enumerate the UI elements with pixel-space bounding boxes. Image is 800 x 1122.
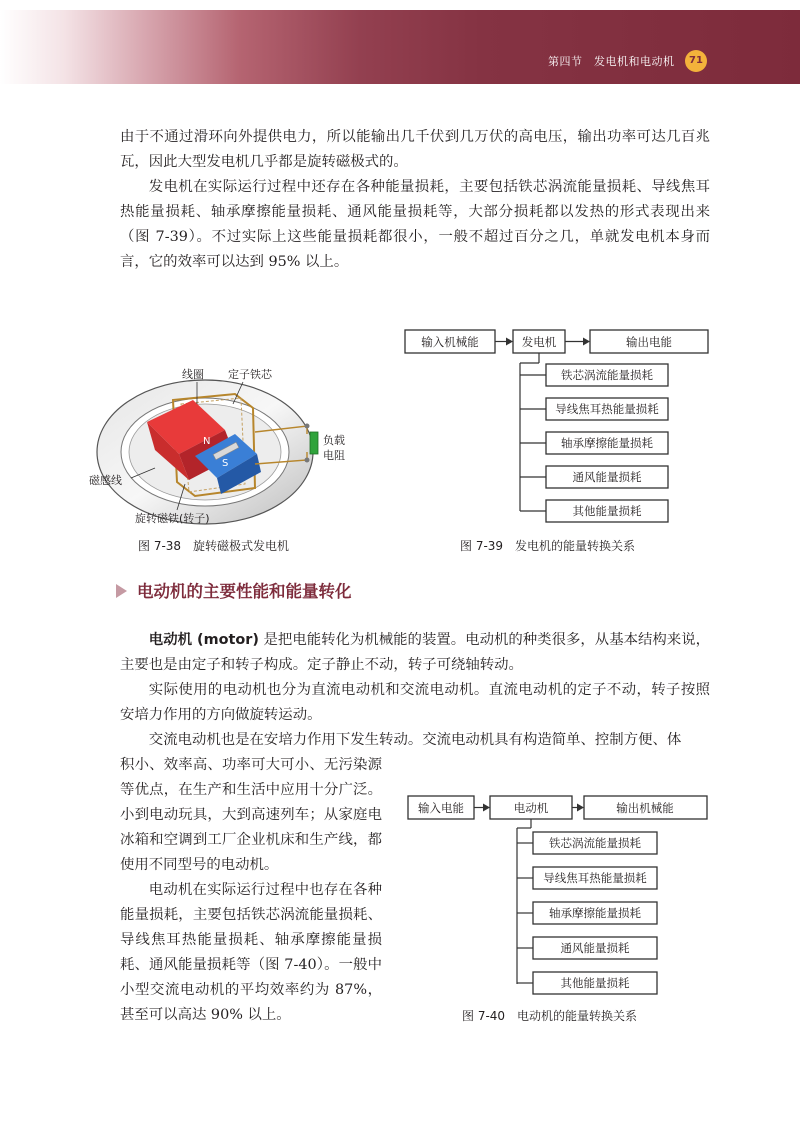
paragraph-2: 发电机在实际运行过程中还存在各种能量损耗，主要包括铁芯涡流能量损耗、导线焦耳热能量损耗、轴承摩擦能量损耗、通风能量损耗等，大部分损耗都以发热的形式表现出来（图 7-39）。不过实际上这些能量损耗都很小，一般不超过百分之几，单就发电机本身而言，它的效率可以达到 95% 以上。 xyxy=(120,179,710,270)
motor-arrowhead-2 xyxy=(577,804,584,812)
motor-loss-2: 导线焦耳热能量损耗 xyxy=(543,871,647,885)
figure-7-39-caption: 图 7-39 发电机的能量转换关系 xyxy=(460,539,636,553)
gen-arrowhead-1 xyxy=(506,338,513,346)
figure-7-40-flowchart xyxy=(405,792,712,1002)
paragraph-1: 由于不通过滑环向外提供电力，所以能输出几千伏到几万伏的高电压，输出功率可达几百兆瓦，因此大型发电机几乎都是旋转磁极式的。 xyxy=(120,129,710,170)
gen-loss-4: 通风能量损耗 xyxy=(572,470,642,484)
gen-output-label: 输出电能 xyxy=(626,335,672,349)
paragraph-3-text: 是把电能转化为机械能的装置。电动机的种类很多，从基本结构来说，主要也是由定子和转子构成。定子静止不动，转子可绕轴转动。 xyxy=(120,632,710,673)
section-title: 电动机的主要性能和能量转化 xyxy=(137,582,352,601)
figure-7-38-generator xyxy=(85,360,370,530)
gen-input-label: 输入机械能 xyxy=(421,335,479,349)
paragraph-4: 实际使用的电动机也分为直流电动机和交流电动机。直流电动机的定子不动，转子按照安培力作用的方向做旋转运动。 xyxy=(120,682,710,723)
stator-core-label: 定子铁芯 xyxy=(228,368,272,381)
terminal-bottom xyxy=(305,458,310,463)
page-number: 71 xyxy=(685,50,707,72)
motor-loss-list xyxy=(517,832,657,994)
rotor-label: 旋转磁铁(转子) xyxy=(135,512,210,525)
motor-output-label: 输出机械能 xyxy=(616,801,674,815)
motor-device-label: 电动机 xyxy=(513,801,549,815)
motor-input-label: 输入电能 xyxy=(418,801,464,815)
paragraph-6: 电动机在实际运行过程中也存在各种能量损耗，主要包括铁芯涡流能量损耗、导线焦耳热能量损耗、轴承摩擦能量损耗、通风能量损耗等（图 7-40）。一般中小型交流电动机的平均效率约为 87%，甚至可以高达 90% 以上。 xyxy=(120,882,382,1023)
south-pole-label: S xyxy=(222,458,229,469)
motor-loss-1: 铁芯涡流能量损耗 xyxy=(549,836,641,850)
motor-term: 电动机 (motor) xyxy=(148,632,259,648)
motor-arrowhead-1 xyxy=(483,804,490,812)
header-band xyxy=(0,10,800,84)
motor-loss-5: 其他能量损耗 xyxy=(560,976,630,990)
load-label-1: 负载 xyxy=(323,434,345,447)
field-lines-label: 磁感线 xyxy=(89,474,122,487)
paragraph-5-rest: 积小、效率高、功率可大可小、无污染源等优点，在生产和生活中应用十分广泛。小到电动玩具，大到高速列车；从家庭电冰箱和空调到工厂企业机床和生产线，都使用不同型号的电动机。 xyxy=(120,757,382,873)
gen-loss-5: 其他能量损耗 xyxy=(572,504,642,518)
load-resistor xyxy=(310,432,318,454)
running-head: 第四节 发电机和电动机 xyxy=(548,55,675,68)
motor-loss-3: 轴承摩擦能量损耗 xyxy=(549,906,641,920)
gen-loss-2: 导线焦耳热能量损耗 xyxy=(555,402,659,416)
motor-loss-4: 通风能量损耗 xyxy=(560,941,630,955)
coil-label: 线圈 xyxy=(182,368,204,381)
terminal-top xyxy=(305,424,310,429)
gen-arrowhead-2 xyxy=(583,338,590,346)
load-label-2: 电阻 xyxy=(323,449,345,462)
section-heading xyxy=(116,578,352,602)
gen-device-label: 发电机 xyxy=(521,335,557,349)
gen-loss-list xyxy=(520,364,668,522)
paragraph-5-line-1: 交流电动机也是在安培力作用下发生转动。交流电动机具有构造简单、控制方便、体 xyxy=(148,732,682,748)
gen-loss-3: 轴承摩擦能量损耗 xyxy=(561,436,653,450)
figure-7-38-caption: 图 7-38 旋转磁极式发电机 xyxy=(138,539,290,553)
north-pole-label: N xyxy=(203,436,211,447)
figure-7-39-flowchart xyxy=(400,325,712,530)
section-triangle-icon xyxy=(116,584,127,598)
figure-7-40-caption: 图 7-40 电动机的能量转换关系 xyxy=(462,1009,638,1023)
gen-loss-1: 铁芯涡流能量损耗 xyxy=(561,368,653,382)
paragraph-3 xyxy=(120,628,710,678)
